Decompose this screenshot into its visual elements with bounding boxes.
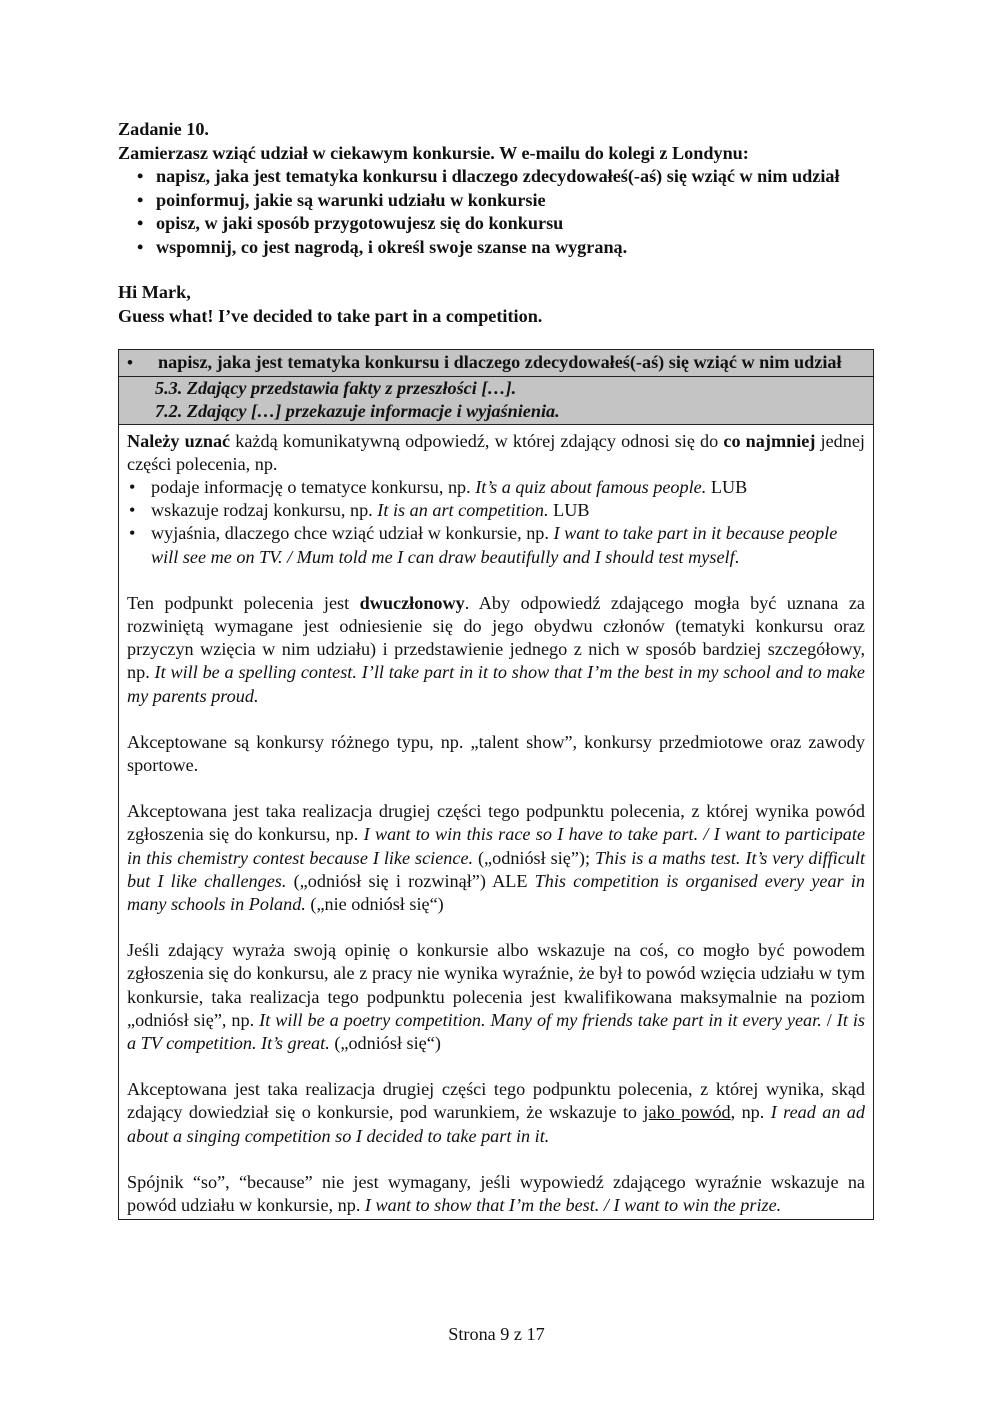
rule-paragraph <box>127 1078 865 1148</box>
text-run: . <box>734 546 740 567</box>
example-item <box>127 522 865 568</box>
rule-paragraph <box>127 592 865 708</box>
scoring-table-header <box>119 350 873 377</box>
text-run: („odniósł się”); <box>473 847 595 868</box>
rule-paragraph <box>127 1171 865 1217</box>
bold-text: dwuczłonowy <box>359 592 465 613</box>
example-text: It’s a quiz about famous people. <box>475 476 707 497</box>
text-run: . Aby odpowiedź zdającego mogła być uznana za rozwiniętą wymagane jest odniesienie się do jego obydwu członów (tematyki konkursu oraz przyczyn wzięcia w nim udziału) i przedstawienie jednego z nich w sposób bardziej szczegółowy, np. <box>127 592 865 683</box>
text-run: podaje informację o tematyce konkursu, np. <box>151 476 476 497</box>
example-text: I read an ad about a singing competition so I decided to take part in it. <box>127 1102 865 1146</box>
example-text: It will be a poetry competition. Many of my friends take part in it every year. <box>259 1009 822 1030</box>
bold-text: Należy uznać <box>127 430 231 451</box>
scoring-table-body <box>119 425 873 1220</box>
example-text: This competition is organised every year in many schools in Poland. <box>127 870 865 914</box>
task-intro: Zamierzasz wziąć udział w ciekawym konkursie. W e-mailu do kolegi z Londynu: <box>118 142 749 163</box>
text-run: Akceptowana jest taka realizacja drugiej części tego podpunktu polecenia, z której wynika, skąd zdający dowiedział się o konkursie, pod warunkiem, że wskazuje to <box>127 1079 865 1123</box>
text-run: Ten podpunkt polecenia jest <box>127 592 360 613</box>
greeting-block <box>118 281 874 328</box>
text-run: , np. <box>730 1102 771 1123</box>
page-content <box>118 118 874 1220</box>
task-bullet-list <box>118 165 874 259</box>
task-heading: Zadanie 10. <box>118 119 209 139</box>
text-run: Spójnik “so”, “because” nie jest wymagany, jeśli wypowiedź zdającego wyraźnie wskazuje na powód udziału w konkursie, np. <box>127 1171 865 1215</box>
text-run: wyjaśnia, dlaczego chce wziąć udział w konkursie, np. <box>151 523 554 544</box>
text-run: („nie odniósł się“) <box>305 893 444 914</box>
page-number: Strona 9 z 17 <box>448 1324 545 1344</box>
example-item <box>127 499 865 522</box>
text-run: Jeśli zdający wyraża swoją opinię o konkursie albo wskazuje na coś, co mogło być powodem zgłoszenia się do konkursu, ale z pracy nie wynika wyraźnie, że był to powód wzięcia udziału w tym konkursie, taka realizacja tego podpunktu polecenia jest kwalifikowana maksymalnie na poziom „odniósł się”, np. <box>127 940 865 1030</box>
text-run: Akceptowana jest taka realizacja drugiej części tego podpunktu polecenia, z której wynika powód zgłoszenia się do konkursu, np. <box>127 801 865 845</box>
header-bullet: • napisz, jaka jest tematyka konkursu i dlaczego zdecydowałeś(-aś) się wziąć w nim udział <box>127 351 865 375</box>
example-text: It is an art competition. <box>377 500 549 521</box>
text-run: każdą komunikatywną odpowiedź, w której zdający odnosi się do <box>230 430 724 451</box>
text-run: LUB <box>706 476 748 497</box>
example-text: I want to take part in it because people will see me on TV. / Mum told me I can draw beautifully and I should test myself <box>151 523 838 567</box>
criterion: 7.2. Zdający […] przekazuje informacje i wyjaśnienia. <box>155 401 560 421</box>
criteria-row <box>119 377 873 425</box>
example-text: I want to show that I’m the best. / I want to win the prize. <box>364 1194 782 1215</box>
text-run: jednej części polecenia, np. <box>127 430 865 474</box>
greeting-line: Hi Mark, <box>118 282 191 302</box>
text-run: LUB <box>548 500 590 521</box>
text-run: („odniósł się i rozwinął”) ALE <box>286 870 535 891</box>
criterion: 5.3. Zdający przedstawia fakty z przeszłości […]. <box>155 377 517 398</box>
rule-paragraph <box>127 939 865 1055</box>
task-bullet: • napisz, jaka jest tematyka konkursu i dlaczego zdecydowałeś(-aś) się wziąć w nim udział <box>137 165 874 189</box>
bold-text: co najmniej <box>723 430 816 451</box>
example-item <box>127 476 865 499</box>
greeting-sentence: Guess what! I’ve decided to take part in a competition. <box>118 305 543 326</box>
example-text: This is a maths test. It’s very difficult but I like challenges. <box>127 847 866 891</box>
example-text: It will be a spelling contest. I’ll take part in it to show that I’m the best in my school and to make my parents proud. <box>127 662 865 706</box>
example-list <box>127 476 865 569</box>
rule-paragraph <box>127 430 865 476</box>
task-bullet: • opisz, w jaki sposób przygotowujesz się do konkursu <box>137 212 874 236</box>
rule-paragraph <box>127 800 865 916</box>
scoring-table <box>118 349 874 1220</box>
text-run: wskazuje rodzaj konkursu, np. <box>151 500 378 521</box>
task-block <box>118 118 874 259</box>
underlined-text: jako powód <box>643 1102 731 1123</box>
rule-paragraph: Akceptowane są konkursy różnego typu, np. „talent show”, konkursy przedmiotowe oraz zawody sportowe. <box>127 731 865 775</box>
example-text: I want to win this race so I have to take part. / I want to participate in this chemistry contest because I like science. <box>127 824 866 868</box>
task-bullet: • poinformuj, jakie są warunki udziału w konkursie <box>137 189 874 213</box>
text-run: („odniósł się“) <box>329 1032 441 1053</box>
example-text: It is a TV competition. It’s great. <box>127 1009 865 1053</box>
task-bullet: • wspomnij, co jest nagrodą, i określ swoje szanse na wygraną. <box>137 236 874 260</box>
text-run: / <box>821 1009 837 1030</box>
